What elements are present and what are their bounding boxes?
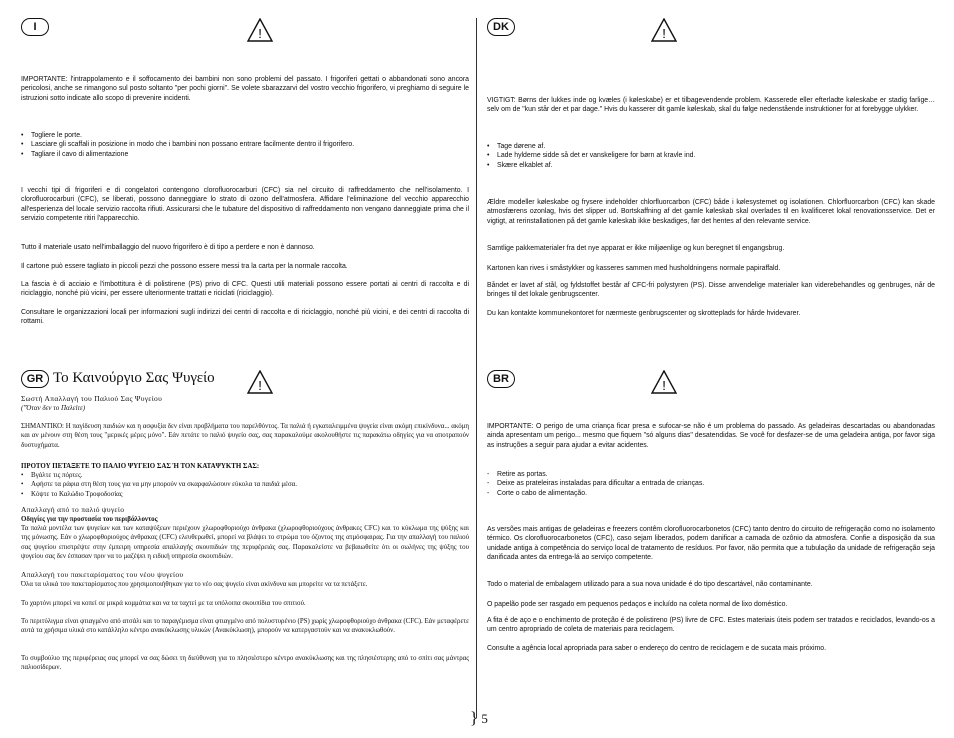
greek-contact-paragraph: Το συμβούλιο της περιφέρειας σας μπορεί να σας δώσει τη διεύθυνση για το πλησιέστερο κέντρο ανακύκλωσης και της πλησιέστερης από το σπίτι σας μάντρας παλιοσίδερων.: [21, 655, 469, 672]
greek-env-subheading: Οδηγίες για την προστασία του περιβάλλοντος: [21, 516, 158, 523]
list-item: - Corte o cabo de alimentação.: [487, 489, 935, 498]
portuguese-cardboard-paragraph: O papelão pode ser rasgado em pequenos pedaços e incluído na coleta normal de lixo doméstico.: [487, 601, 788, 608]
list-item: • Lade hylderne sidde så det er vanskeligere for børn at kravle ind.: [487, 151, 935, 160]
danish-polystyrene-paragraph: Båndet er lavet af stål, og fyldstoffet består af CFC-fri polystyren (PS). Disse anvendelige materialer kan viderebehandles og genbruges, når de bringes til det lokale genbrugscenter.: [487, 282, 935, 299]
svg-text:!: !: [258, 26, 262, 41]
language-badge-greek: GR: [21, 370, 49, 388]
danish-packaging-paragraph: Samtlige pakkematerialer fra det nye apparat er ikke miljøenlige og kun beregnet til engangsbrug.: [487, 245, 785, 252]
greek-bullet-list: [21, 471, 469, 499]
greek-list-heading: ΠΡΟΤΟΥ ΠΕΤΑΞΕΤΕ ΤΟ ΠΑΛΙΟ ΨΥΓΕΙΟ ΣΑΣ Ή ΤΟΝ ΚΑΤΑΨΥΚΤΗ ΣΑΣ:: [21, 463, 260, 470]
greek-polystyrene-paragraph: Το περιτύλιγμα είναι φτιαγμένο από ατσάλι και το παραγέμισμα είναι φτιαγμένο από πολυστυρένιο (PS) χωρίς χλωροφθοριούχο άνθρακα (CFC). Εάν μεταφέρετε αυτά τα χρήσιμα υλικά στο κατάλληλο κέντρο ανακύκλωσης υλικών (Ανακύκλωση), μπορούν να κατεργαστούν και να ανακυκλωθούν.: [21, 618, 469, 635]
greek-cardboard-paragraph: Το χαρτόνι μπορεί να κοπεί σε μικρά κομμάτια και να τα ταχτεί με τα υπόλοιπα σκουπίδια του σπιτιού.: [21, 600, 306, 607]
danish-contact-paragraph: Du kan kontakte kommunekontoret for nærmeste genbrugscenter og skrotteplads for hårde hvidevarer.: [487, 310, 801, 317]
list-item: • Βγάλτε τις πόρτες.: [21, 471, 469, 480]
list-item: • Tagliare il cavo di alimentazione: [21, 150, 469, 159]
greek-title: Το Καινούργιο Σας Ψυγείο: [53, 370, 215, 386]
list-item: • Tage dørene af.: [487, 142, 935, 151]
portuguese-polystyrene-paragraph: A fita é de aço e o enchimento de proteção é de polistireno (PS) livre de CFC. Estes materiais úteis podem ser tratados e reciclados, levando-os a um centro apropriado de coleta de materiais para reciclagem.: [487, 617, 935, 634]
page-number: [470, 708, 488, 728]
svg-text:!: !: [662, 378, 666, 393]
warning-triangle-icon: [247, 18, 273, 42]
greek-subtitle-italic: ("Όταν δεν το Παλείτε): [21, 404, 86, 412]
italian-contact-paragraph: Consultare le organizzazioni locali per informazioni sugli indirizzi dei centri di raccolta e di riciclaggio, nonché più vicini, e dei centri di raccolta di rottami.: [21, 309, 469, 326]
list-item: • Lasciare gli scaffali in posizione in modo che i bambini non possano entrare facilmente dentro il frigorifero.: [21, 140, 469, 149]
list-item: • Αφήστε τα ράφια στη θέση τους για να μην μπορούν να σκαρφαλώσουν εύκολα τα παιδιά μέσα.: [21, 480, 469, 489]
warning-triangle-icon: [651, 18, 677, 42]
warning-triangle-icon: [651, 370, 677, 394]
danish-cardboard-paragraph: Kartonen kan rives i småstykker og kasseres sammen med husholdningens normale papiraffald.: [487, 265, 781, 272]
portuguese-cfc-paragraph: As versões mais antigas de geladeiras e freezers contêm clorofluorocarbonetos (CFC) tanto dentro do circuito de refrigeração como no isolamento térmico. Os clorofluorocarbonetos (CFC), caso sejam liberados, podem danificar a camada de ozônio da atmosfera. Confie a disposição da sua unidade antiga à competência do serviço local de tratamento de resíduos. Por favor, não permita que a tubulação da unidade de refrigeração seja danificada antes da entrega-lá ao serviço competente.: [487, 526, 935, 561]
greek-env-heading: Απαλλαγή από το παλιό ψυγείο: [21, 505, 125, 514]
danish-cfc-paragraph: Ældre modeller køleskabe og frysere indeholder chlorfluorcarbon (CFC) både i kølesystemet og isolationen. Chlorfluorcarbon (CFC) kan skade atmosfærens ozonlag, hvis det slipper ud. Bortskaffning af det gamle køleskab skal overlades til en kvalificeret lokal renovationsservice. Det er vigtigt, at rerinstallationen på det gamle køleskab ikke beskadiges, før det hentes af den relevante service.: [487, 199, 935, 225]
italian-cfc-paragraph: I vecchi tipi di frigoriferi e di congelatori contengono clorofluorocarburi (CFC) sia nel circuito di raffreddamento che nell'isolamento. I clorofluorocarburi (CFC), se liberati, possono danneggiare lo strato di ozono dell'atmosfera. Affidare l'eliminazione del vecchio apparecchio all'esperienza del locale servizio raccolta rifiuti. Assicurarsi che le tubature del dispositivo di raffreddamento non vengano danneggiate prima che il servizio competente ritiri l'apparecchio.: [21, 187, 469, 222]
column-divider: [476, 18, 477, 718]
brace-glyph: }: [470, 708, 479, 727]
portuguese-intro: IMPORTANTE: O perigo de uma criança ficar presa e sufocar-se não é um problema do passado. As geladeiras descartadas ou abandonadas ainda apresentam um perigo... mesmo que fiquem "só alguns dias" desatendidas. Se você for desfazer-se de uma geladeira antiga, por favor siga as instruções a seguir para ajudar a evitar acidentes.: [487, 423, 935, 449]
italian-intro: IMPORTANTE: l'intrappolamento e il soffocamento dei bambini non sono problemi del passato. I frigoriferi gettati o abbandonati sono ancora pericolosi, anche se rimangono sul posto soltanto "per pochi giorni". Se volete sbarazzarvi del vostro vecchio frigorifero, vi preghiamo di seguire le istruzioni sotto indicate allo scopo di prevenire incidenti.: [21, 76, 469, 102]
language-badge-italian: I: [21, 18, 49, 36]
italian-packaging-paragraph: Tutto il materiale usato nell'imballaggio del nuovo frigorifero è di tipo a perdere e non è dannoso.: [21, 244, 315, 251]
portuguese-bullet-list: [487, 470, 935, 498]
warning-triangle-icon: [247, 370, 273, 394]
list-item: • Togliere le porte.: [21, 131, 469, 140]
italian-polystyrene-paragraph: La fascia è di acciaio e l'imbottitura è di polistirene (PS) privo di CFC. Questi utili materiali possono essere portati ai centri di raccolta e di riciclaggio, nonché più vicini, per essere ulteriormente trattati e riciclati (riciclaggio).: [21, 281, 469, 298]
danish-bullet-list: [487, 142, 935, 170]
greek-packaging-paragraph: Όλα τα υλικά του πακεταρίσματος που χρησιμοποιήθηκαν για το νέο σας ψυγείο είναι ακίνδυνα και μπορείτε να τα πετάξετε.: [21, 581, 368, 588]
svg-text:!: !: [662, 26, 666, 41]
greek-subtitle: Σωστή Απαλλαγή του Παλιού Σας Ψυγείου: [21, 394, 163, 403]
portuguese-contact-paragraph: Consulte a agência local apropriada para saber o endereço do centro de reciclagem e de sucata mais próximo.: [487, 645, 826, 652]
greek-cfc-paragraph: Τα παλιά μοντέλα των ψυγείων και των καταψύξεων περιέχουν χλωροφθοριούχο άνθρακα (χλωροφθοριούχους άνθρακες CFC) και το κύκλωμα της ψύξης και της μόνωσης. Εάν ο χλωροφθοριούχος άνθρακας (CFC) ελευθερωθεί, μπορεί να βλάψει το στρώμα του όζοντος της ατμόσφαιρας. Για την απαλλαγή του παλιού σας ψυγείου επιστρέψτε στην έμπειρη υπηρεσία απαλλαγής σκουπιδιών της περιφέρειάς σας. Παρακαλείστε να βεβαιωθείτε ότι οι σωλήνες της ψύξης του ψυγείου σας δεν έσπασαν πριν να το μαζέψει η ειδική υπηρεσία σκουπιδιών.: [21, 525, 469, 560]
language-badge-danish: DK: [487, 18, 515, 36]
list-item: • Κόψτε το Καλώδιο Τροφοδοσίας: [21, 490, 469, 499]
italian-bullet-list: [21, 131, 469, 159]
list-item: - Retire as portas.: [487, 470, 935, 479]
list-item: - Deixe as prateleiras instaladas para dificultar a entrada de crianças.: [487, 479, 935, 488]
danish-intro: VIGTIGT: Børns der lukkes inde og kvæles (i køleskabe) er et tilbagevendende problem. Kasserede eller efterladte køleskabe er stadig farlige… selv om de "kun står der et par dage." Hvis du kasserer dit gamle køleskab, skal du følge nedenstående instruktioner for at forebygge ulykker.: [487, 97, 935, 114]
language-badge-portuguese: BR: [487, 370, 515, 388]
greek-intro: ΣΗΜΑΝΤΙΚΟ: Η παγίδευση παιδιών και η ασφυξία δεν είναι προβλήματα του παρελθόντος. Τα παλιά ή εγκαταλειμμένα ψυγεία είναι ακόμη επικίνδυνα... ακόμη και αν μένουν στη θέση τους "μερικές μέρες μόνο". Εάν πετάτε το παλιό ψυγείο σας, σας παρακαλούμε ακολουθήστε τις παρακάτω οδηγίες για να αποτραπούν δυστυχήματα.: [21, 423, 469, 449]
list-item: • Skære elkablet af.: [487, 161, 935, 170]
greek-pack-heading: Απαλλαγή του πακεταρίσματος του νέου ψυγείου: [21, 570, 184, 579]
svg-text:!: !: [258, 378, 262, 393]
page-number-value: 5: [481, 711, 488, 726]
italian-cardboard-paragraph: Il cartone può essere tagliato in piccoli pezzi che possono essere messi tra la carta per la normale raccolta.: [21, 263, 348, 270]
portuguese-packaging-paragraph: Todo o material de embalagem utilizado para a sua nova unidade é do tipo descartável, não contaminante.: [487, 581, 813, 588]
